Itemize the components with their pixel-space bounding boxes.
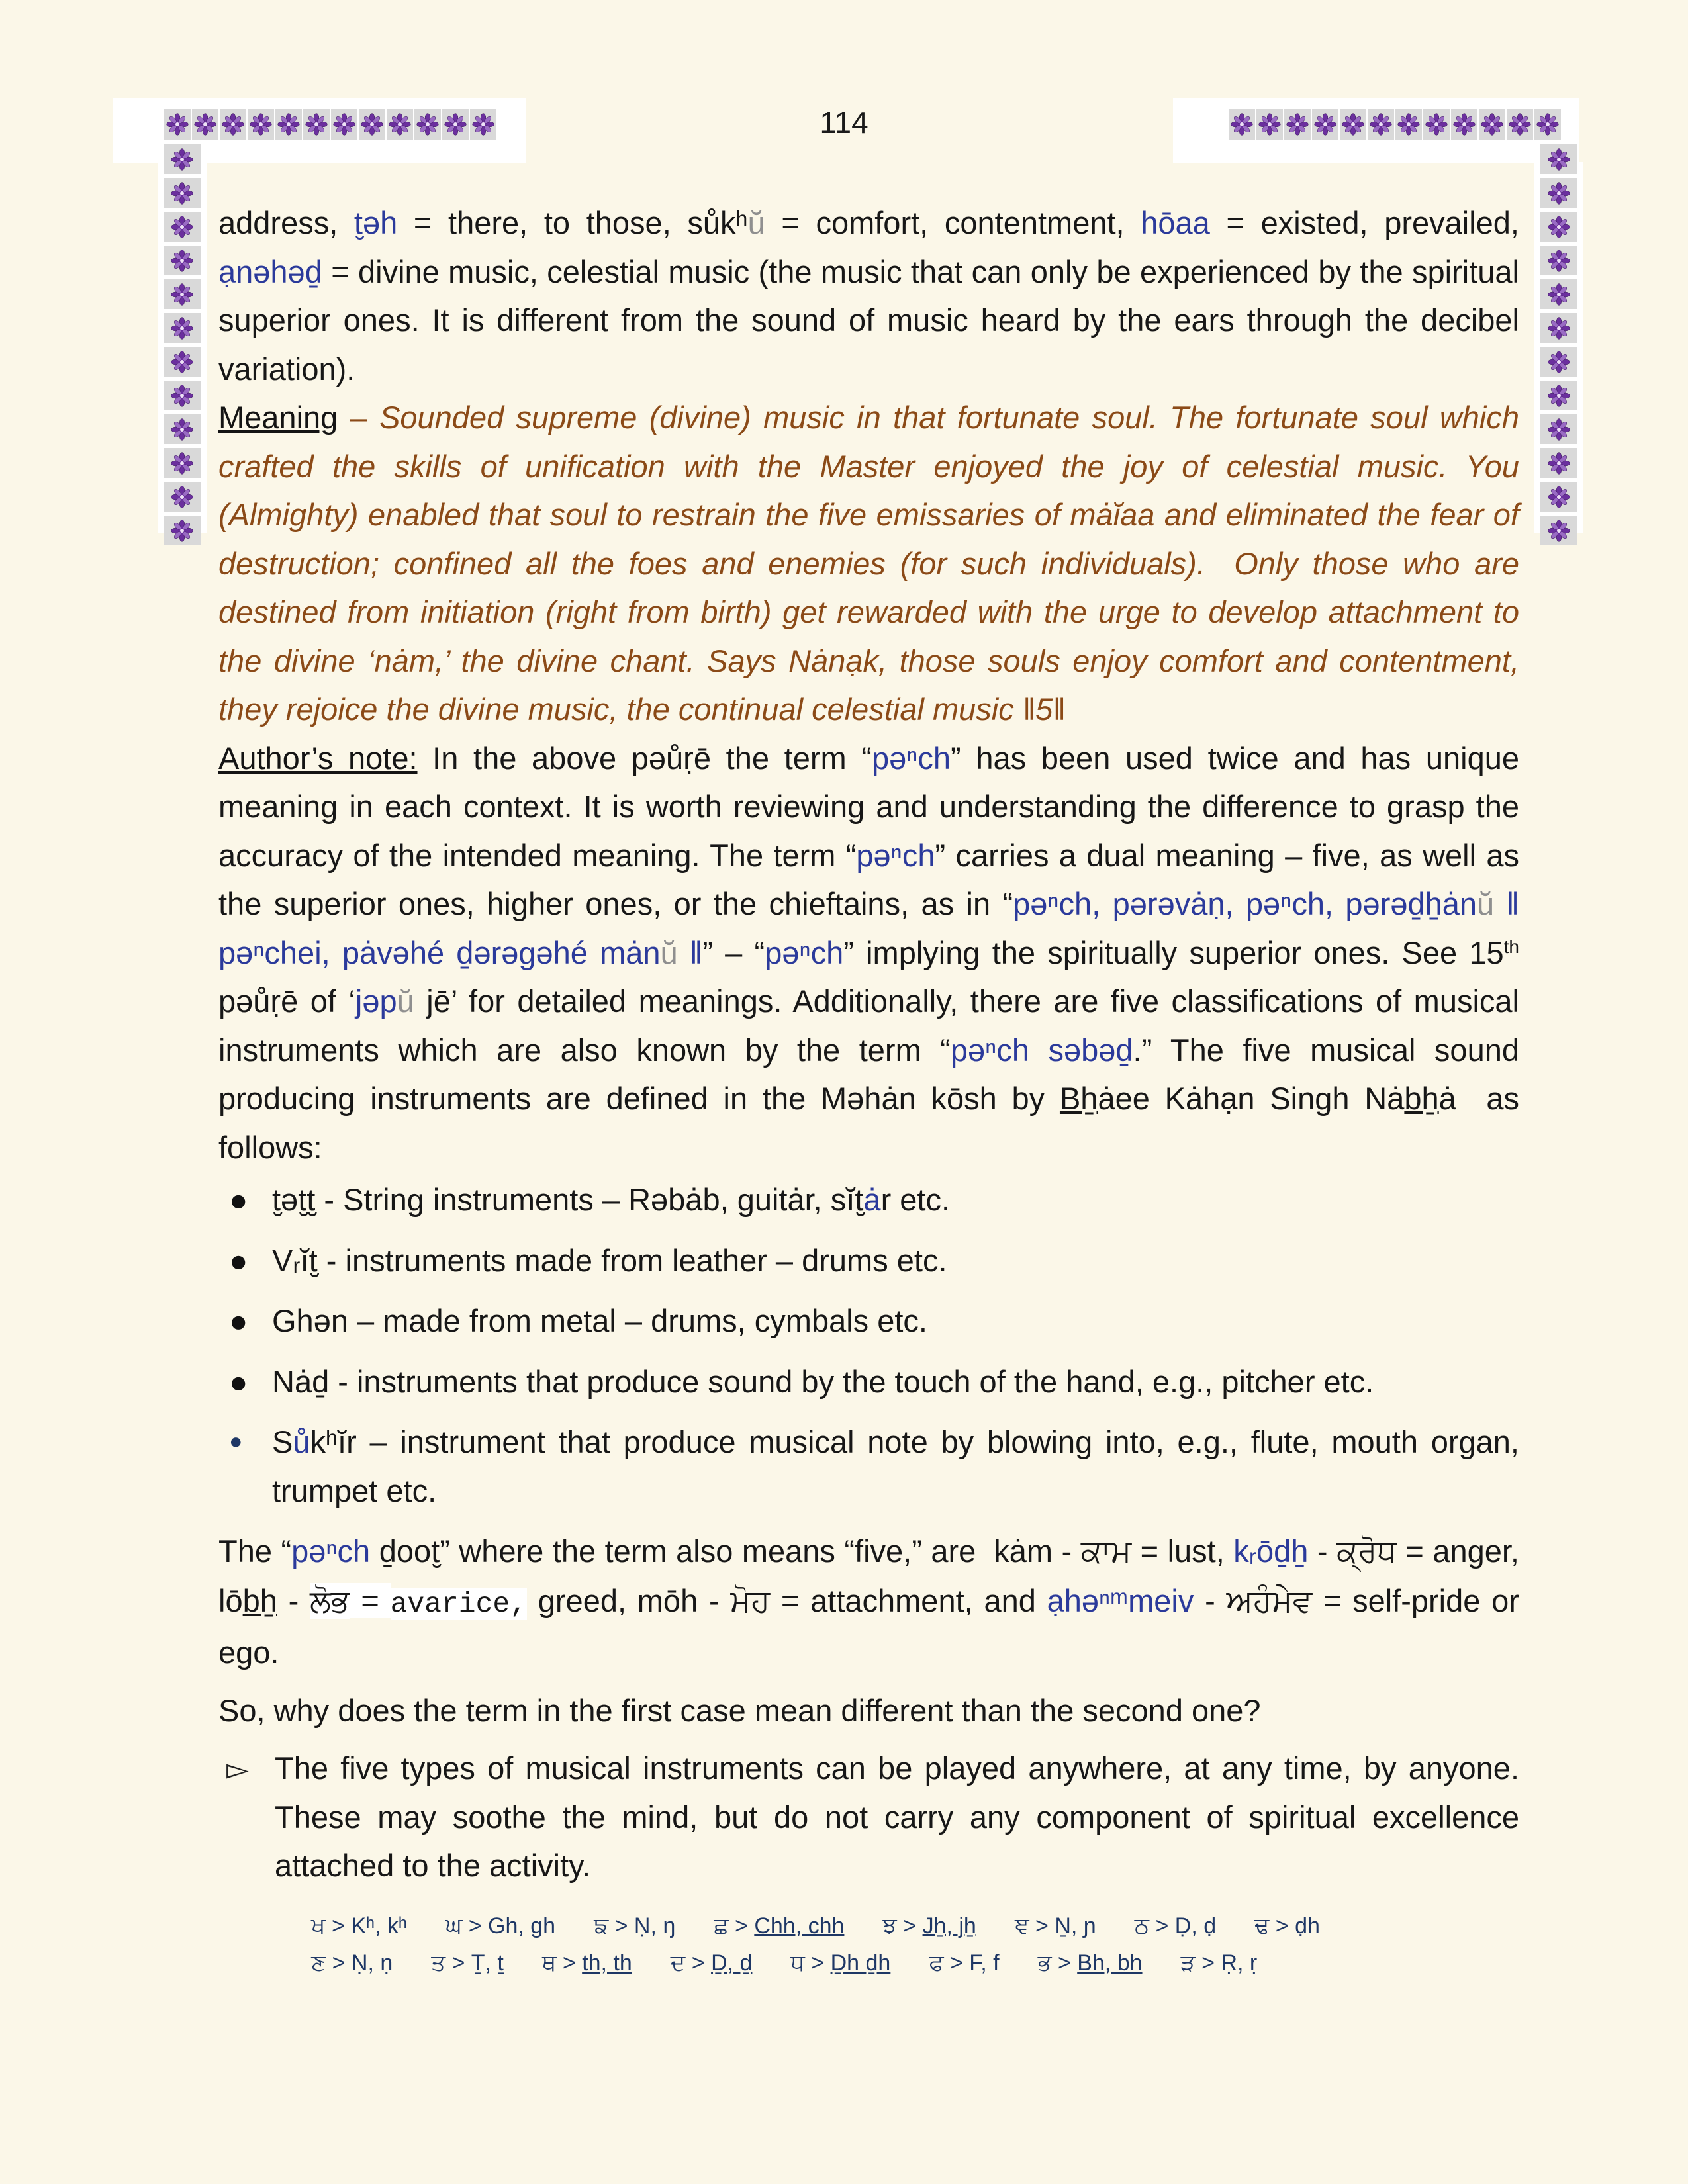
ornament-cell: [1540, 516, 1577, 545]
text-segment: ‖: [1494, 886, 1528, 921]
text-segment: ŭ: [397, 983, 414, 1019]
text-segment: = comfort, contentment,: [765, 205, 1141, 240]
text-segment: = lust,: [1131, 1533, 1234, 1569]
ornament-cell: [164, 516, 201, 545]
ornament-cell: [164, 448, 201, 478]
ornament-cell: [1540, 381, 1577, 410]
latin-transliteration: Ṇ, ṇ: [351, 1950, 393, 1976]
flower-icon: [171, 452, 193, 475]
text-segment: Nȧḏ - instruments that produce sound by the touch of the hand, e.g., pitcher etc.: [272, 1363, 1374, 1399]
latin-transliteration: Ṇ, ŋ: [633, 1913, 676, 1938]
text-segment: ” has been used twice and has unique meaning in each context. It is worth reviewing and understanding the difference to grasp the accuracy of the intended meaning. The term “: [218, 740, 1528, 873]
transliteration-pair: [1181, 1944, 1258, 1981]
text-segment: pəⁿch səbəḏ: [950, 1032, 1133, 1068]
text-segment: The five types of musical instruments can be played anywhere, at any time, by anyone. These may soothe the mind, but do not carry any component of spiritual excellence attached to the activity.: [275, 1751, 1528, 1883]
meaning-paragraph: [218, 393, 1528, 734]
text-segment: = divine music, celestial music (the music that can only be experienced by the spiritual superior ones. It is different from the sound of music heard by the ears through the decibel variation).: [218, 253, 1528, 387]
bullet-icon: ●: [229, 1182, 248, 1217]
transliteration-key: [311, 1907, 1519, 1981]
ornament-column-right: [1540, 144, 1577, 545]
transliteration-pair: [671, 1944, 753, 1981]
flower-icon: [1548, 520, 1570, 542]
gurmukhi-letter: ਥ: [541, 1949, 557, 1976]
maps-to-symbol: >: [896, 1913, 923, 1938]
latin-transliteration: Ṯ, ṯ: [471, 1950, 504, 1976]
text-segment: pəⁿch: [291, 1533, 371, 1569]
flower-icon: [171, 385, 193, 407]
text-segment: ਮੋਹ: [730, 1582, 771, 1619]
bullet-icon: ●: [229, 1303, 248, 1338]
list-item: [218, 1236, 1519, 1285]
text-segment: = attachment, and: [770, 1582, 1047, 1618]
transliteration-pair: [1038, 1944, 1143, 1981]
text-segment: hōaa: [1141, 205, 1210, 240]
flower-icon: [171, 520, 193, 542]
transliteration-pair: [431, 1944, 504, 1981]
text-segment: ȧee Kȧhạn Singh Nȧ: [1098, 1081, 1405, 1116]
text-segment: ạhəⁿᵐmeiv: [1047, 1582, 1194, 1618]
flower-icon: [171, 148, 193, 171]
flower-icon: [171, 486, 193, 508]
flower-icon: [1548, 148, 1570, 171]
text-segment: Vᵣĭt̮ - instruments made from leather – drums etc.: [272, 1242, 947, 1278]
ornament-cell: [164, 144, 201, 174]
text-segment: address,: [218, 205, 354, 240]
text-segment: ” implying the spiritually superior ones. See 15: [843, 934, 1504, 970]
latin-transliteration: F, f: [969, 1950, 1000, 1976]
text-segment: ‖: [677, 934, 703, 970]
text-segment: ạnəhəḏ: [218, 253, 322, 289]
flower-icon: [171, 317, 193, 340]
ornament-cell: [1540, 246, 1577, 275]
transliteration-pair: [882, 1907, 976, 1944]
latin-transliteration: Ḏh ḏh: [830, 1950, 891, 1976]
ornament-cell: [1540, 178, 1577, 208]
flower-icon: [1548, 250, 1570, 272]
text-segment: The “: [218, 1533, 292, 1569]
text-segment: ŭ: [1477, 886, 1495, 921]
ornament-cell: [164, 212, 201, 242]
maps-to-symbol: >: [1051, 1950, 1078, 1976]
text-segment: avarice,: [390, 1587, 528, 1620]
authors-note-paragraph: [218, 734, 1528, 1172]
text-segment: = anger, lō: [218, 1533, 1528, 1618]
gurmukhi-letter: ਦ: [670, 1949, 686, 1976]
text-segment: pəⁿch: [765, 934, 844, 970]
gurmukhi-letter: ਢ: [1254, 1912, 1270, 1939]
question-paragraph: [218, 1686, 1519, 1735]
text-segment: .” The five musical sound producing instruments are defined in the Məhȧn kōsh by: [218, 1032, 1528, 1116]
latin-transliteration: Kʰ, kʰ: [351, 1913, 407, 1938]
ornament-cell: [164, 246, 201, 275]
intro-paragraph: [218, 199, 1528, 393]
page-number: 114: [820, 105, 868, 140]
transliteration-pair: [1135, 1907, 1216, 1944]
gurmukhi-letter: ਝ: [882, 1912, 897, 1939]
text-segment: Meaning: [218, 400, 338, 435]
flower-icon: [171, 283, 193, 306]
text-segment: ” carries a dual meaning – five, as well as the superior ones, higher ones, or the chieftains, as in “: [218, 837, 1528, 921]
ornament-cell: [164, 381, 201, 410]
ornament-cell: [1540, 313, 1577, 343]
ornament-cell: [164, 414, 201, 444]
text-segment: jē’ for detailed meanings. Additionally, there are five classifications of musical instruments which are also known by the term “: [218, 983, 1528, 1068]
ornament-cell: [1540, 347, 1577, 377]
flower-icon: [1548, 317, 1570, 340]
ornament-cell: [164, 313, 201, 343]
maps-to-symbol: >: [462, 1913, 488, 1938]
latin-transliteration: Chh, chh: [754, 1913, 845, 1938]
ornament-cell: [1540, 482, 1577, 512]
text-segment: Author’s note:: [218, 740, 418, 776]
text-segment: ŭ: [660, 934, 678, 970]
flower-icon: [1548, 182, 1570, 205]
ornament-cell: [164, 482, 201, 512]
maps-to-symbol: >: [608, 1913, 634, 1938]
text-segment: bẖ: [1404, 1081, 1439, 1116]
text-segment: -: [1194, 1582, 1227, 1618]
ornament-cell: [1540, 414, 1577, 444]
flower-icon: [1548, 418, 1570, 441]
gurmukhi-letter: ਫ: [929, 1949, 944, 1976]
maps-to-symbol: >: [1029, 1913, 1055, 1938]
maps-to-symbol: >: [943, 1950, 970, 1976]
transliteration-pair: [1015, 1907, 1096, 1944]
text-segment: ਲੋਭ: [310, 1582, 350, 1619]
gurmukhi-letter: ਤ: [431, 1949, 446, 1976]
flower-icon: [171, 351, 193, 373]
latin-transliteration: Bh, bh: [1077, 1950, 1143, 1976]
maps-to-symbol: >: [728, 1913, 755, 1938]
ornament-cell: [164, 347, 201, 377]
transliteration-pair: [594, 1907, 675, 1944]
flower-icon: [1548, 216, 1570, 238]
transliteration-key-row: [311, 1907, 1519, 1944]
text-segment: Bẖ: [1059, 1081, 1098, 1116]
text-segment: ů: [293, 1424, 310, 1459]
text-segment: jəp: [355, 983, 397, 1019]
maps-to-symbol: >: [804, 1950, 831, 1976]
ornament-cell: [1540, 144, 1577, 174]
text-segment: pəⁿch, pərəvȧṇ, pəⁿch, pərəḏẖȧn: [1013, 886, 1477, 921]
transliteration-pair: [1254, 1907, 1320, 1944]
flower-icon: [1548, 486, 1570, 508]
ornament-cell: [1540, 448, 1577, 478]
panch-doot-paragraph: [218, 1527, 1528, 1677]
transliteration-pair: [929, 1944, 999, 1981]
gurmukhi-letter: ਠ: [1134, 1912, 1150, 1939]
text-segment: bẖ: [242, 1582, 277, 1618]
text-segment: So, why does the term in the first case mean different than the second one?: [218, 1692, 1261, 1728]
arrow-bullet-icon: ▻: [226, 1753, 249, 1786]
ornament-cell: [164, 279, 201, 309]
transliteration-pair: [311, 1907, 407, 1944]
maps-to-symbol: >: [1269, 1913, 1295, 1938]
arrow-list-item: [218, 1744, 1528, 1890]
flower-icon: [1548, 385, 1570, 407]
latin-transliteration: Ṉ, ɲ: [1055, 1913, 1096, 1938]
flower-icon: [171, 216, 193, 238]
bullet-icon: ●: [229, 1363, 248, 1399]
flower-icon: [171, 182, 193, 205]
flower-icon: [1548, 351, 1570, 373]
text-segment: = existed, prevailed,: [1209, 205, 1528, 240]
latin-transliteration: Jẖ, jẖ: [922, 1913, 976, 1938]
text-segment: ḏoot̮” where the term also means “five,” are kȧm -: [370, 1533, 1081, 1569]
gurmukhi-letter: ਞ: [1014, 1912, 1029, 1939]
text-segment: In the above pəůṛē the term “: [417, 740, 872, 776]
text-segment: ” – “: [702, 934, 765, 970]
text-segment: =: [350, 1582, 391, 1618]
bullet-icon: ●: [229, 1242, 248, 1278]
ornament-cell: [1540, 279, 1577, 309]
gurmukhi-letter: ਣ: [311, 1949, 326, 1976]
bullet-icon: ●: [229, 1429, 243, 1454]
gurmukhi-letter: ਧ: [790, 1949, 805, 1976]
text-segment: -: [1308, 1533, 1337, 1569]
maps-to-symbol: >: [685, 1950, 712, 1976]
maps-to-symbol: >: [445, 1950, 471, 1976]
transliteration-pair: [714, 1907, 844, 1944]
list-item: [218, 1357, 1519, 1406]
text-segment: ਕ੍ਰੋਧ: [1336, 1533, 1397, 1570]
instrument-bullet-list: [218, 1175, 1528, 1515]
text-segment: ŭ: [747, 205, 765, 240]
maps-to-symbol: >: [326, 1950, 352, 1976]
text-segment: pəůṛē of ‘: [218, 934, 1528, 1019]
transliteration-pair: [542, 1944, 632, 1981]
maps-to-symbol: >: [1149, 1913, 1175, 1938]
latin-transliteration: Gh, gh: [488, 1913, 556, 1938]
text-segment: = self-pride or ego.: [218, 1582, 1528, 1670]
gurmukhi-letter: ਛ: [714, 1912, 729, 1939]
gurmukhi-letter: ੜ: [1180, 1949, 1196, 1976]
transliteration-pair: [790, 1944, 890, 1981]
ornament-cell: [1540, 212, 1577, 242]
latin-transliteration: Ḏ, ḏ: [711, 1950, 753, 1976]
gurmukhi-letter: ਖ: [311, 1912, 326, 1939]
list-item: [218, 1297, 1519, 1345]
gurmukhi-letter: ਭ: [1037, 1949, 1052, 1976]
ornament-cell: [164, 178, 201, 208]
text-segment: Ghən – made from metal – drums, cymbals etc.: [272, 1303, 927, 1338]
transliteration-pair: [445, 1907, 555, 1944]
text-segment: r etc.: [880, 1182, 951, 1217]
text-segment: ਕਾਮ: [1080, 1533, 1132, 1570]
text-segment: -: [277, 1582, 310, 1618]
text-segment: kᵣōḏẖ: [1233, 1533, 1309, 1569]
latin-transliteration: Ḍ, ḍ: [1174, 1913, 1217, 1938]
flower-icon: [1548, 283, 1570, 306]
maps-to-symbol: >: [1195, 1950, 1221, 1976]
text-segment: –: [338, 400, 380, 435]
latin-transliteration: ḍh: [1295, 1913, 1320, 1938]
transliteration-key-row: [311, 1944, 1519, 1981]
text-segment: pəⁿch: [871, 740, 951, 776]
flower-icon: [1548, 452, 1570, 475]
text-segment: pəⁿch: [856, 837, 935, 873]
gurmukhi-letter: ਘ: [445, 1912, 463, 1939]
maps-to-symbol: >: [556, 1950, 583, 1976]
text-segment: t̮əh: [353, 205, 398, 240]
gurmukhi-letter: ਙ: [594, 1912, 609, 1939]
text-segment: ਅਹੰਮੇਵ: [1226, 1582, 1313, 1619]
text-segment: S: [272, 1424, 293, 1459]
arrow-item-text: [275, 1751, 1528, 1883]
maps-to-symbol: >: [325, 1913, 352, 1938]
text-segment: Sounded supreme (divine) music in that fortunate soul. The fortunate soul which crafted the skills of unification with the Master enjoyed the joy of celestial music. You (Almighty) enabled that soul to restrain the five emissaries of mȧĭaa and eliminated the fear of destruction; confined all the foes and enemies (for such individuals). Only those who are destined from initiation (right from birth) get rewarded with the urge to develop attachment to the divine ‘nȧm,’ the divine chant. Says Nȧnạk, those souls enjoy comfort and contentment, they rejoice the divine music, the continual celestial music ‖5‖: [218, 400, 1528, 727]
latin-transliteration: Ṛ, ṛ: [1221, 1950, 1258, 1976]
text-segment: ȧ: [863, 1182, 881, 1217]
text-segment: pəⁿchei, pȧvəhé ḏərəgəhé mȧn: [218, 934, 661, 970]
latin-transliteration: th, th: [582, 1950, 632, 1976]
text-segment: t̮ət̮t̮ - String instruments – Rəbȧb, guitȧr, sĭt̮: [272, 1182, 864, 1217]
ornament-column-left: [164, 144, 201, 545]
flower-icon: [171, 418, 193, 441]
text-segment: = there, to those, sůkʰ: [397, 205, 748, 240]
transliteration-pair: [311, 1944, 393, 1981]
flower-icon: [171, 250, 193, 272]
list-item: [218, 1175, 1519, 1224]
text-segment: ȧ as follows:: [218, 1081, 1528, 1165]
text-segment: kʰĭr – instrument that produce musical note by blowing into, e.g., flute, mouth organ, trumpet etc.: [272, 1424, 1528, 1508]
list-item: [218, 1418, 1528, 1515]
text-segment: greed, mōh -: [527, 1582, 731, 1618]
page-content: [218, 199, 1528, 1981]
text-segment: th: [1503, 936, 1519, 957]
